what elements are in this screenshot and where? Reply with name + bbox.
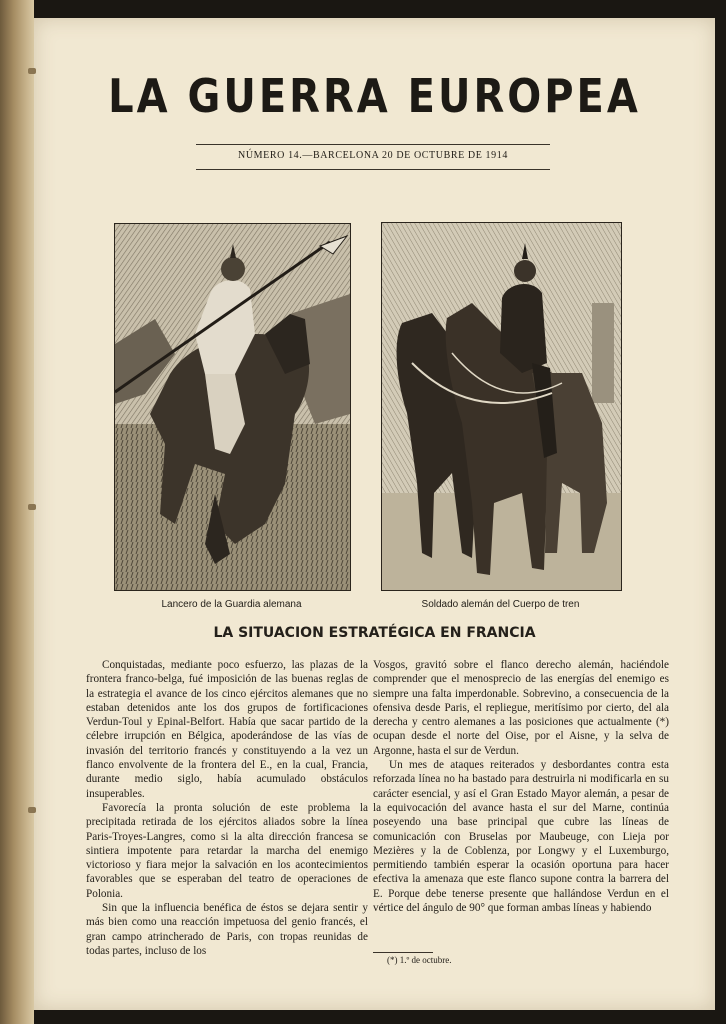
article-paragraph: Un mes de ataques reiterados y desbordantes contra esta reforzada línea no ha bastado para destruirla ni modificarla en su carácter esencial, y así el Gran Estado Mayor alemán, a pesar de la equivocación del avance hasta el sur del Marne, continúa poseyendo una base principal que cubre las líneas de comunicación con Bruselas por Maubeuge, con Lieja por Mezières y la de Coblenza, por Longwy y el Luxemburgo, permitiendo también esperar la ocasión oportuna para hacer efectiva la amenaza que este flanco supone contra la barrera del E. Porque debe tenerse presente que hallándose Verdun en el vértice del ángulo de 90° que forman ambas líneas y habiendo: [373, 759, 669, 915]
footnote-rule: [373, 952, 433, 953]
engraving-train-soldier: [381, 222, 622, 591]
masthead-title: LA GUERRA EUROPEA: [108, 70, 641, 124]
engraving-lancer: [114, 223, 351, 591]
article-paragraph: Favorecía la pronta solución de este problema la precipitada retirada de los ejércitos aliados sobre la línea Paris-Troyes-Langres, como si la alta dirección francesa se sintiera impotente para retardar la marcha del enemigo victorioso y fiara mejor la salvación en los acontecimientos favorables que se esperaban del teatro de operaciones de Polonia.: [86, 801, 368, 900]
issue-rule-top: [196, 144, 550, 145]
binding-stitch: [28, 504, 36, 510]
caption-lancer: Lancero de la Guardia alemana: [161, 599, 302, 610]
article-column-right: [373, 658, 669, 915]
article-column-left: [86, 658, 368, 958]
article-paragraph: Vosgos, gravitó sobre el flanco derecho alemán, haciéndole comprender que el menosprecio de las energías del enemigo es siempre una falta imperdonable. Sobrevino, a consecuencia de la ofensiva desde Paris, el repliegue, meritísimo por cierto, del ala derecha y centro alemanes a las posiciones que actualmente (*) ocupan desde el norte del Oise, por el Aisne, y la selva de Argonne, hasta el sur de Verdun.: [373, 659, 669, 757]
issue-rule-bottom: [196, 169, 550, 170]
article-paragraph: Sin que la influencia benéfica de éstos se dejara sentir y más bien como una reacción impetuosa del genio francés, el gran campo atrincherado de Paris, con tropas reunidas de todas partes, incluso de los: [86, 902, 368, 957]
book-binding: [0, 0, 34, 1024]
issue-line: NÚMERO 14.—BARCELONA 20 DE OCTUBRE DE 1914: [238, 150, 508, 161]
newspaper-page: [34, 18, 715, 1010]
article-paragraph: Conquistadas, mediante poco esfuerzo, las plazas de la frontera franco-belga, fué imposición de las buenas reglas de la estrategia el avance de los cinco ejércitos alemanes que no estaban detenidos ante los dos grupos de fortificaciones Verdun-Toul y Epinal-Belfort. Había que sacar partido de la célebre irrupción en Bélgica, apoderándose de las vías de invasión del territorio francés y constituyendo a la vez un flanco envolvente de la frontera del E., en la cual, Francia, durante medio siglo, había acumulado obstáculos insuperables.: [86, 659, 368, 800]
article-headline: LA SITUACION ESTRATÉGICA EN FRANCIA: [213, 625, 536, 641]
binding-stitch: [28, 807, 36, 813]
caption-train-soldier: Soldado alemán del Cuerpo de tren: [421, 599, 580, 610]
footnote: (*) 1.º de octubre.: [387, 955, 452, 965]
